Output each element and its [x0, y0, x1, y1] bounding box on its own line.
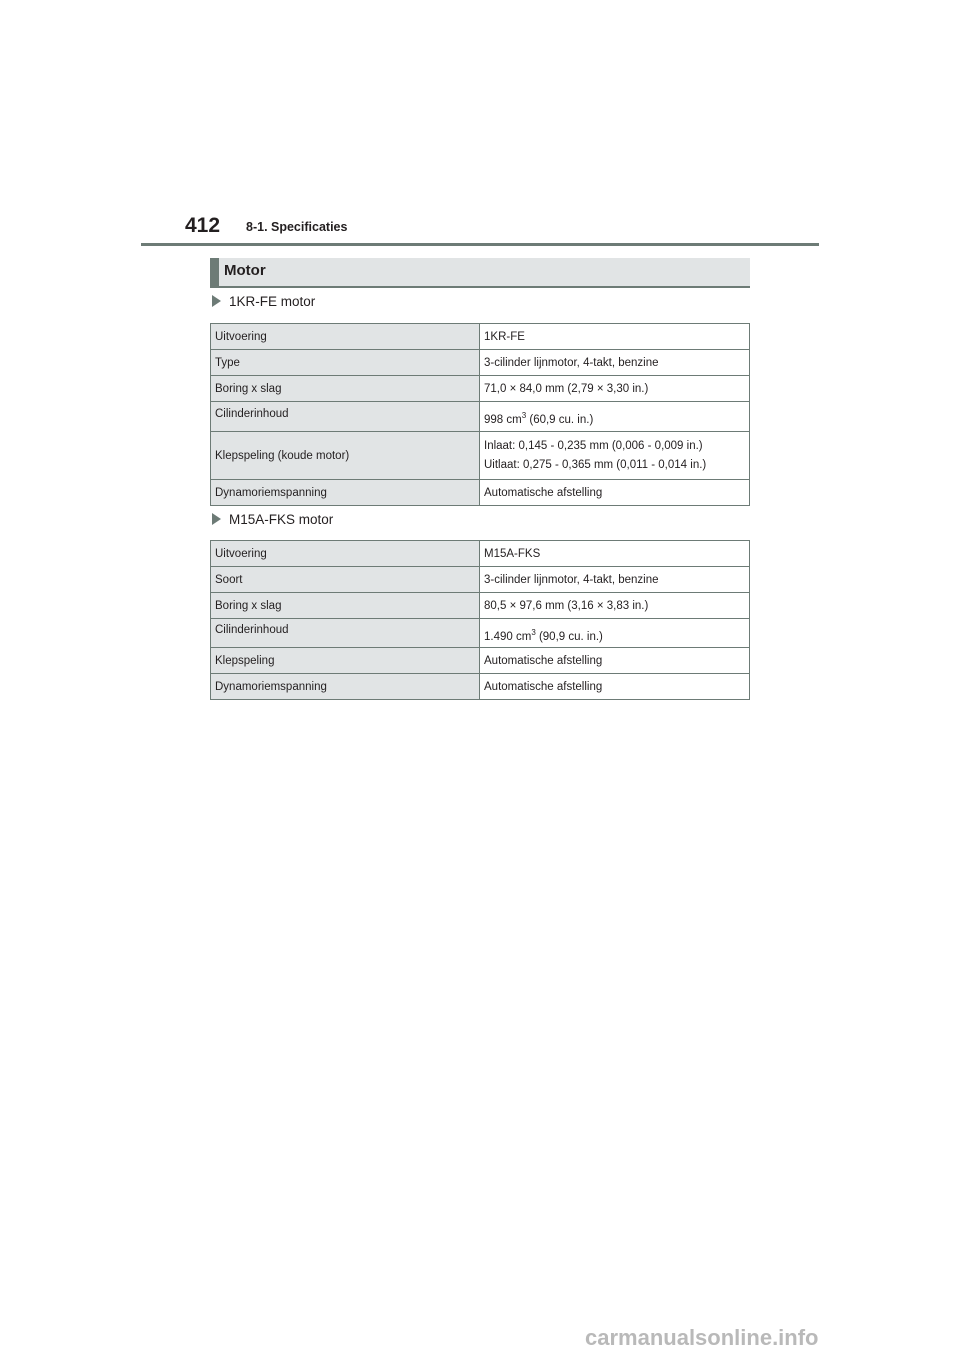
spec-label: Boring x slag: [211, 376, 480, 402]
spec-label: Type: [211, 350, 480, 376]
value-suffix: (60,9 cu. in.): [526, 413, 594, 426]
arrow-right-icon: [212, 295, 221, 307]
table-row: [211, 567, 750, 593]
spec-value: 1KR-FE: [480, 324, 750, 350]
spec-value: M15A-FKS: [480, 541, 750, 567]
table-row: [211, 324, 750, 350]
table-row: [211, 432, 750, 480]
spec-value: 80,5 × 97,6 mm (3,16 × 3,83 in.): [480, 593, 750, 619]
table-row: [211, 350, 750, 376]
section-label: 8-1. Specificaties: [246, 220, 348, 234]
table-row: [211, 593, 750, 619]
spec-label: Uitvoering: [211, 324, 480, 350]
spec-label: Boring x slag: [211, 593, 480, 619]
table-row: [211, 674, 750, 700]
spec-value: [480, 619, 750, 648]
watermark: carmanualsonline.info: [585, 1325, 819, 1350]
arrow-right-icon: [212, 513, 221, 525]
value-suffix: (90,9 cu. in.): [535, 630, 603, 643]
heading-accent-bar: [210, 258, 219, 286]
spec-value: 3-cilinder lijnmotor, 4-takt, benzine: [480, 350, 750, 376]
value-line-2: Uitlaat: 0,275 - 0,365 mm (0,011 - 0,014 in.): [484, 459, 707, 471]
table-row: [211, 480, 750, 506]
engine-1-spec-table: [210, 323, 750, 506]
table-row: [211, 648, 750, 674]
heading-title: Motor: [224, 262, 266, 279]
table-row: [211, 619, 750, 648]
spec-label: Klepspeling (koude motor): [211, 432, 480, 480]
spec-label: Klepspeling: [211, 648, 480, 674]
value-main: 998 cm: [484, 413, 522, 426]
spec-value: 3-cilinder lijnmotor, 4-takt, benzine: [480, 567, 750, 593]
spec-value: Automatische afstelling: [480, 648, 750, 674]
header-rule: [141, 243, 819, 246]
table-row: [211, 376, 750, 402]
spec-value: 71,0 × 84,0 mm (2,79 × 3,30 in.): [480, 376, 750, 402]
section-heading: [210, 258, 750, 288]
page-number: 412: [185, 214, 221, 237]
spec-value: Automatische afstelling: [480, 480, 750, 506]
table-row: [211, 402, 750, 432]
engine-2-heading: [212, 512, 333, 527]
spec-label: Dynamoriemspanning: [211, 674, 480, 700]
spec-label: Dynamoriemspanning: [211, 480, 480, 506]
engine-1-title: 1KR-FE motor: [229, 294, 316, 309]
spec-value: [480, 432, 750, 480]
engine-1-heading: [212, 294, 315, 309]
value-main: 1.490 cm: [484, 630, 532, 643]
engine-2-title: M15A-FKS motor: [229, 512, 334, 527]
table-row: [211, 541, 750, 567]
value-superscript: 3: [521, 411, 527, 421]
spec-label: Cilinderinhoud: [211, 619, 480, 648]
spec-value: [480, 402, 750, 432]
spec-value: Automatische afstelling: [480, 674, 750, 700]
engine-2-spec-table: [210, 540, 750, 700]
spec-label: Uitvoering: [211, 541, 480, 567]
value-line-1: Inlaat: 0,145 - 0,235 mm (0,006 - 0,009 in.): [484, 440, 703, 452]
spec-label: Cilinderinhoud: [211, 402, 480, 432]
value-superscript: 3: [531, 627, 536, 637]
spec-label: Soort: [211, 567, 480, 593]
